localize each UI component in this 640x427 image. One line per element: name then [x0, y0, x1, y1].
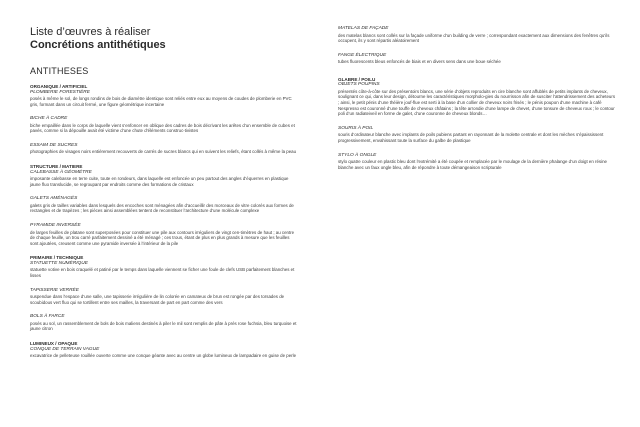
entry: [338, 153, 616, 171]
entry-title: GALETS AMÉNAGÉS: [30, 196, 78, 202]
entry: [30, 347, 298, 359]
entry: [30, 223, 298, 246]
entry-title: STYLO À ONGLE: [338, 152, 377, 158]
entry-description: posés à même le sol, de longs rondins de bois de diamètre identique sont reliés entre eux au moyens de coudes de plomberie en PVC gris, formant dans un circuit fermé, une figure géométrique incertaine: [30, 96, 292, 107]
entry-title: SOURIS À POIL: [338, 125, 374, 131]
group-heading: LUMINEUX / OPAQUE: [30, 340, 78, 346]
entry-title: PLOMBERIE FORESTIÈRE: [30, 89, 90, 95]
entry-description: suspendue dans l’espace d’une salle, une tapisserie irrégulière de lin colorée en camaïeux de brun est rongée par des torsades de scoubidous vert fluo qui se tortillent entre ses mailles, la traversant de part en part comme des vers: [30, 294, 285, 305]
entry-title: BICHE À CADRE: [30, 116, 68, 122]
entry-description: excavatrice de pelleteuse rouillée ouverte comme une conque géante avec au centre un globe lumineux de lampadaire en guise de perle: [30, 353, 297, 359]
entry-description: statuette votive en bois craquelé et patiné par le temps dans laquelle viennent se ficher une foule de clefs USB parfaitement blanches et lisses: [30, 267, 295, 278]
right-column: [338, 26, 616, 179]
group-structure-matiere: [30, 164, 298, 246]
entry-title: STATUETTE NUMÉRIQUE: [30, 260, 88, 266]
entry-description: tubes fluorescents bleus enfoncés de biais et en divers sens dans une boue séchée: [338, 59, 501, 65]
entry-description: photographies de visages noirs entièrement recouverts de carrés de sucres blancs qui en suivent les reliefs, étant collés à même la peau: [30, 149, 297, 155]
entry: [30, 90, 298, 108]
entry-title: MATELAS DE FAÇADE: [338, 26, 389, 31]
group-lumineux-opaque: [30, 341, 298, 359]
entry-description: présentés côte-à-côte sur des présentoirs blancs, une série d’objets reproduits en cire blanche sont affublés de petits implants de cheveux, soulignant ce qui, dans leur design, détourne les caractéristiques morpholo-gies du nourrisson afin de susciter l’attendrissement des acheteurs ; ainsi, le petit pénis d’une théière jouf-flue est serti à la base d’un collier de cheveux noirs frisés ; le pénis poupon d’une machine à café Nespresso est couronné d’une touffe de cheveux châtains ; la tête arrondie d’une lampe de chevet, d’une tonsure de cheveux roux ; le contour poli d’un radiateiveil en forme de galet, d’une couronne de cheveux blonds…: [338, 88, 616, 117]
entry-description: des matelas blancs sont collés sur la façade uniforme d’un building de verre ; correspondant exactement aux dimensions des fenêtres qu’ils occupent, ils y sont répartis aléatoirement: [338, 32, 610, 44]
entry-description: biche empaillée dans le corps de laquelle vient s’enfoncer en oblique des cadres de bois décrivant les arêtes d’un ensemble de cubes et pavés, comme si la dépouille avait été victime d’une chute d’éléments construc-tivistes: [30, 122, 295, 134]
entry: [30, 143, 298, 155]
entry-description: imposante calebasse en terre cuite, toute en rondeurs, dans laquelle est enfoncée un peu partout des angles d’équerres en plastique jaune fluo translucide, se regroupant par endroits comme des formations de cristaux: [30, 176, 289, 187]
entry-title: CONQUE DE TERRAIN VAGUE: [30, 346, 100, 352]
entry-title: CALEBASSE À GÉOMÉTRE: [30, 169, 92, 175]
entry-title: BOLS À FARCE: [30, 314, 65, 320]
left-column: [30, 26, 298, 368]
entry-description: de larges feuilles de platane sont superposées pour constituer une pile aux contours irréguliers de vingt cen-timètres de haut ; au centre de chaque feuille, un trou carré parfaitement dessiné a été ménagé ; ces trous, étant de plus en plus grands à mesure que les feuilles sont ajoutées, creusent comme une pyramide inversée à l’intérieur de la pile: [30, 229, 295, 246]
entry: [338, 126, 616, 144]
entry-description: galets gris de tailles variables dans lesquels des encoches sont ménagées afin d’accueillir des morceaux de vitre colorés aux formes de rectangles et de trapèzes ; les pièces ainsi assemblées tentent de reconstituer l’architecture d’une molécule complexe: [30, 202, 294, 214]
document-subtitle: Concrétions antithétiques: [30, 39, 166, 51]
entry: [338, 53, 616, 65]
right-page: [320, 0, 640, 427]
entry: [338, 82, 616, 116]
group-glabre-poilu: [338, 77, 616, 170]
entry: [30, 314, 298, 332]
entry-title: PYRAMIDE INVERSÉE: [30, 223, 81, 229]
entry: [30, 196, 298, 214]
entry: [30, 261, 298, 279]
group-heading: PRIMAIRE / TECHNIQUE: [30, 255, 84, 261]
entry-title: OBJETS POUPINS: [338, 82, 380, 88]
entry: [30, 170, 298, 188]
group-primaire-technique: [30, 255, 298, 332]
entry-description: souris d’ordinateur blanche avec implants de poils pubiens partant en rayonnant de la molette centrale et dont les mèches s’épaississent progressivement, envahissant toute la surface du galbe de plastique: [338, 132, 604, 143]
document-title: Liste d’œuvres à réaliser: [30, 26, 151, 38]
group-heading: GLABRE / POILU: [338, 76, 376, 82]
entry-description: stylo quatre couleur en plastic bleu dont l’extrémité a été coupée et remplacée par le moulage de la dernière phalange d’un doigt en résine blanche avec un faux ongle bleu, afin de répondre à toute démangeaison scripturale: [338, 159, 607, 170]
entry: [30, 116, 298, 134]
entry-title: FANGE ÉLECTRIQUE: [338, 52, 387, 58]
group-organique-artificiel: [30, 84, 298, 155]
section-heading: ANTITHESES: [30, 66, 89, 76]
entry: [338, 26, 616, 44]
entry: [30, 288, 298, 306]
group-heading: ORGANIQUE / ARTIFICIEL: [30, 84, 88, 89]
entry-title: ESSAIM DE SUCRES: [30, 142, 78, 148]
entry-description: posés au sol, un rassemblement de bols de bois maliens destinés à piler le mil sont remplis de pâte à prés rose fuchsia, bleu turquoise et jaune citron: [30, 320, 297, 332]
group-heading: STRUCTURE / MATIERE: [30, 164, 83, 170]
entry-title: TAPISSERIE VERRÉE: [30, 287, 79, 293]
